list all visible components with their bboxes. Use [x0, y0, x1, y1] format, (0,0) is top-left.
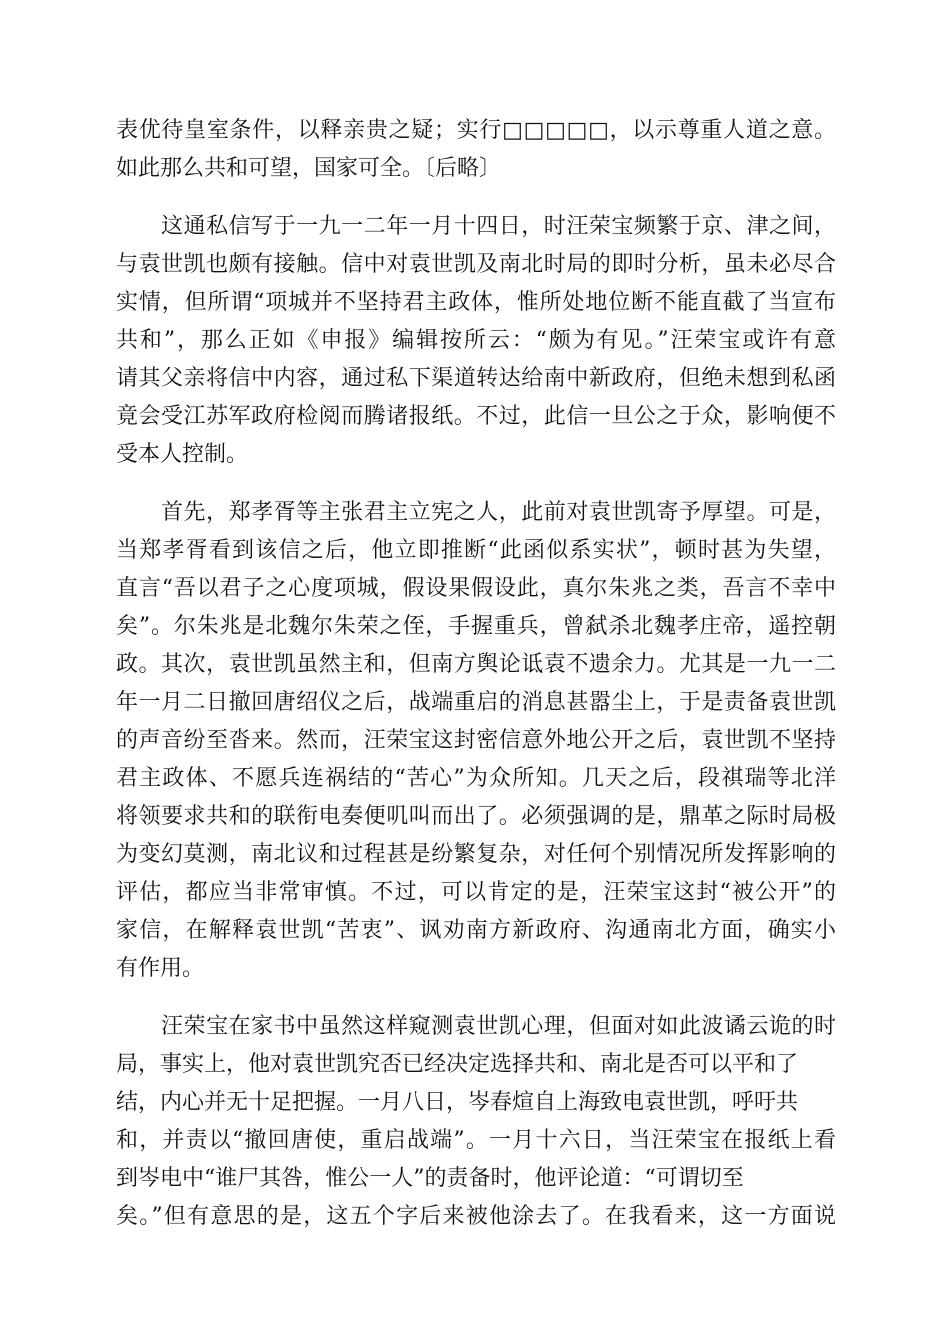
text-line: 共和”，那么正如《申报》编辑按所云：“颇为有见。”汪荣宝或许有意: [116, 328, 836, 353]
paragraph-4: [116, 1008, 836, 1236]
paragraph-3: [116, 494, 836, 988]
text-line: 君主政体、不愿兵连祸结的“苦心”为众所知。几天之后，段祺瑞等北洋: [116, 766, 836, 791]
text-line: 矣”。尔朱兆是北魏尔朱荣之侄，手握重兵，曾弑杀北魏孝庄帝，遥控朝: [116, 614, 836, 639]
text-line: 局，事实上，他对袁世凯究否已经决定选择共和、南北是否可以平和了: [116, 1052, 799, 1077]
text-line: 和，并责以“撤回唐使，重启战端”。一月十六日，当汪荣宝在报纸上看: [116, 1128, 836, 1153]
text-line: 有作用。: [116, 956, 205, 981]
text-line: 当郑孝胥看到该信之后，他立即推断“此函似系实状”，顿时甚为失望，: [116, 538, 836, 563]
text-line: 直言“吾以君子之心度项城，假设果假设此，真尔朱兆之类，吾言不幸中: [116, 576, 836, 601]
text-line: 实情，但所谓“项城并不坚持君主政体，惟所处地位断不能直截了当宣布: [116, 290, 836, 315]
text-line: 评估，都应当非常审慎。不过，可以肯定的是，汪荣宝这封“被公开”的: [116, 880, 836, 905]
text-line: 竟会受江苏军政府检阅而腾诸报纸。不过，此信一旦公之于众，影响便不: [116, 404, 836, 429]
text-line: 结，内心并无十足把握。一月八日，岑春煊自上海致电袁世凯，呼吁共: [116, 1090, 799, 1115]
paragraph-1: [116, 112, 836, 188]
text-line: 与袁世凯也颇有接触。信中对袁世凯及南北时局的即时分析，虽未必尽合: [116, 252, 836, 277]
text-line: 的声音纷至沓来。然而，汪荣宝这封密信意外地公开之后，袁世凯不坚持: [116, 728, 836, 753]
text-line: 将领要求共和的联衔电奏便叽叫而出了。必须强调的是，鼎革之际时局极: [116, 804, 836, 829]
text-line: 如此那么共和可望，国家可全。〔后略〕: [116, 156, 502, 181]
document-page: [116, 112, 836, 1256]
paragraph-2: [116, 208, 836, 474]
text-line: 受本人控制。: [116, 442, 249, 467]
text-line: 汪荣宝在家书中虽然这样窥测袁世凯心理，但面对如此波谲云诡的时: [116, 1014, 836, 1039]
text-line: 请其父亲将信中内容，通过私下渠道转达给南中新政府，但绝未想到私函: [116, 366, 836, 391]
text-line: 表优待皇室条件，以释亲贵之疑；实行□□□□□，以示尊重人道之意。: [116, 118, 836, 143]
text-line: 家信，在解释袁世凯“苦衷”、讽劝南方新政府、沟通南北方面，确实小: [116, 918, 836, 943]
text-line: 为变幻莫测，南北议和过程甚是纷繁复杂，对任何个别情况所发挥影响的: [116, 842, 836, 867]
text-line: 这通私信写于一九一二年一月十四日，时汪荣宝频繁于京、津之间，: [116, 214, 836, 239]
text-line: 政。其次，袁世凯虽然主和，但南方舆论诋袁不遗余力。尤其是一九一二: [116, 652, 836, 677]
text-line: 矣。”但有意思的是，这五个字后来被他涂去了。在我看来，这一方面说: [116, 1204, 836, 1229]
text-line: 年一月二日撤回唐绍仪之后，战端重启的消息甚嚣尘上，于是责备袁世凯: [116, 690, 836, 715]
text-line: 首先，郑孝胥等主张君主立宪之人，此前对袁世凯寄予厚望。可是，: [116, 500, 836, 525]
text-line: 到岑电中“谁尸其咎，惟公一人”的责备时，他评论道：“可谓切至: [116, 1166, 744, 1191]
